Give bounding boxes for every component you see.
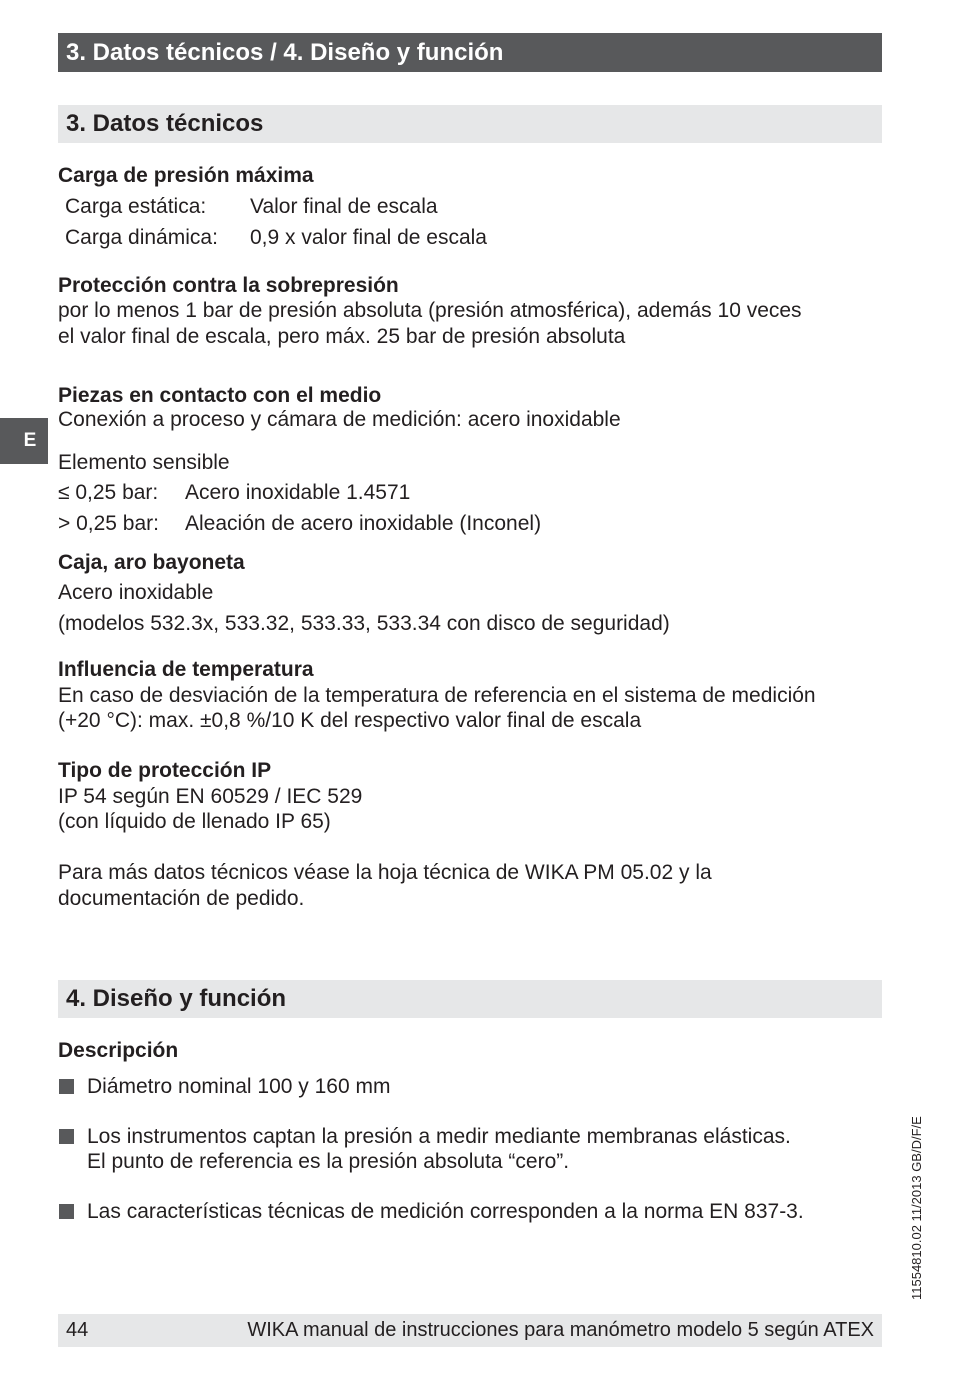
bullet-square-icon	[59, 1204, 74, 1219]
carga-row-value: Valor final de escala	[250, 195, 438, 218]
bullet-text-line: Los instrumentos captan la presión a medir mediante membranas elásticas.	[87, 1125, 791, 1148]
heading-carga-presion: Carga de presión máxima	[58, 164, 314, 187]
heading-sobrepresion: Protección contra la sobrepresión	[58, 274, 399, 297]
section-title-diseno-funcion: 4. Diseño y función	[58, 980, 882, 1018]
heading-proteccion-ip: Tipo de protección IP	[58, 759, 272, 782]
bullet-square-icon	[59, 1129, 74, 1144]
piezas-row-label: > 0,25 bar:	[58, 512, 159, 535]
caja-text-line: Acero inoxidable	[58, 581, 214, 604]
heading-caja-aro: Caja, aro bayoneta	[58, 551, 245, 574]
piezas-text-line: Conexión a proceso y cámara de medición: acero inoxidable	[58, 408, 621, 431]
heading-descripcion: Descripción	[58, 1039, 179, 1062]
piezas-row-value: Aleación de acero inoxidable (Inconel)	[185, 512, 542, 535]
caja-text-line: (modelos 532.3x, 533.32, 533.33, 533.34 con disco de seguridad)	[58, 612, 670, 635]
language-side-tab: E	[0, 418, 48, 464]
elemento-sensible-label: Elemento sensible	[58, 451, 230, 474]
temperatura-text-line: (+20 °C): max. ±0,8 %/10 K del respectivo valor final de escala	[58, 709, 642, 732]
ip-text-line: IP 54 según EN 60529 / IEC 529	[58, 785, 363, 808]
sobrepresion-text-line: por lo menos 1 bar de presión absoluta (presión atmosférica), además 10 veces	[58, 299, 802, 322]
page-footer	[58, 1314, 882, 1347]
bullet-text-line: El punto de referencia es la presión absoluta “cero”.	[87, 1150, 570, 1173]
sobrepresion-text-line: el valor final de escala, pero máx. 25 bar de presión absoluta	[58, 325, 626, 348]
temperatura-text-line: En caso de desviación de la temperatura de referencia en el sistema de medición	[58, 684, 816, 707]
bullet-text-line: Las características técnicas de medición corresponden a la norma EN 837-3.	[87, 1200, 804, 1223]
piezas-row-value: Acero inoxidable 1.4571	[185, 481, 411, 504]
heading-temperatura: Influencia de temperatura	[58, 658, 314, 681]
carga-row-label: Carga estática:	[65, 195, 207, 218]
piezas-row-label: ≤ 0,25 bar:	[58, 481, 159, 504]
document-number: 11554810.02 11/2013 GB/D/F/E	[909, 1116, 924, 1300]
bullet-square-icon	[59, 1079, 74, 1094]
mas-datos-text-line: Para más datos técnicos véase la hoja técnica de WIKA PM 05.02 y la	[58, 861, 712, 884]
heading-piezas-contacto: Piezas en contacto con el medio	[58, 384, 382, 407]
carga-row-label: Carga dinámica:	[65, 226, 218, 249]
bullet-text-line: Diámetro nominal 100 y 160 mm	[87, 1075, 391, 1098]
section-title-datos-tecnicos: 3. Datos técnicos	[58, 105, 882, 143]
ip-text-line: (con líquido de llenado IP 65)	[58, 810, 331, 833]
footer-text: WIKA manual de instrucciones para manómetro modelo 5 según ATEX	[247, 1319, 874, 1341]
page-header-title: 3. Datos técnicos / 4. Diseño y función	[58, 33, 882, 72]
carga-row-value: 0,9 x valor final de escala	[250, 226, 487, 249]
page-number: 44	[66, 1319, 89, 1341]
mas-datos-text-line: documentación de pedido.	[58, 887, 305, 910]
